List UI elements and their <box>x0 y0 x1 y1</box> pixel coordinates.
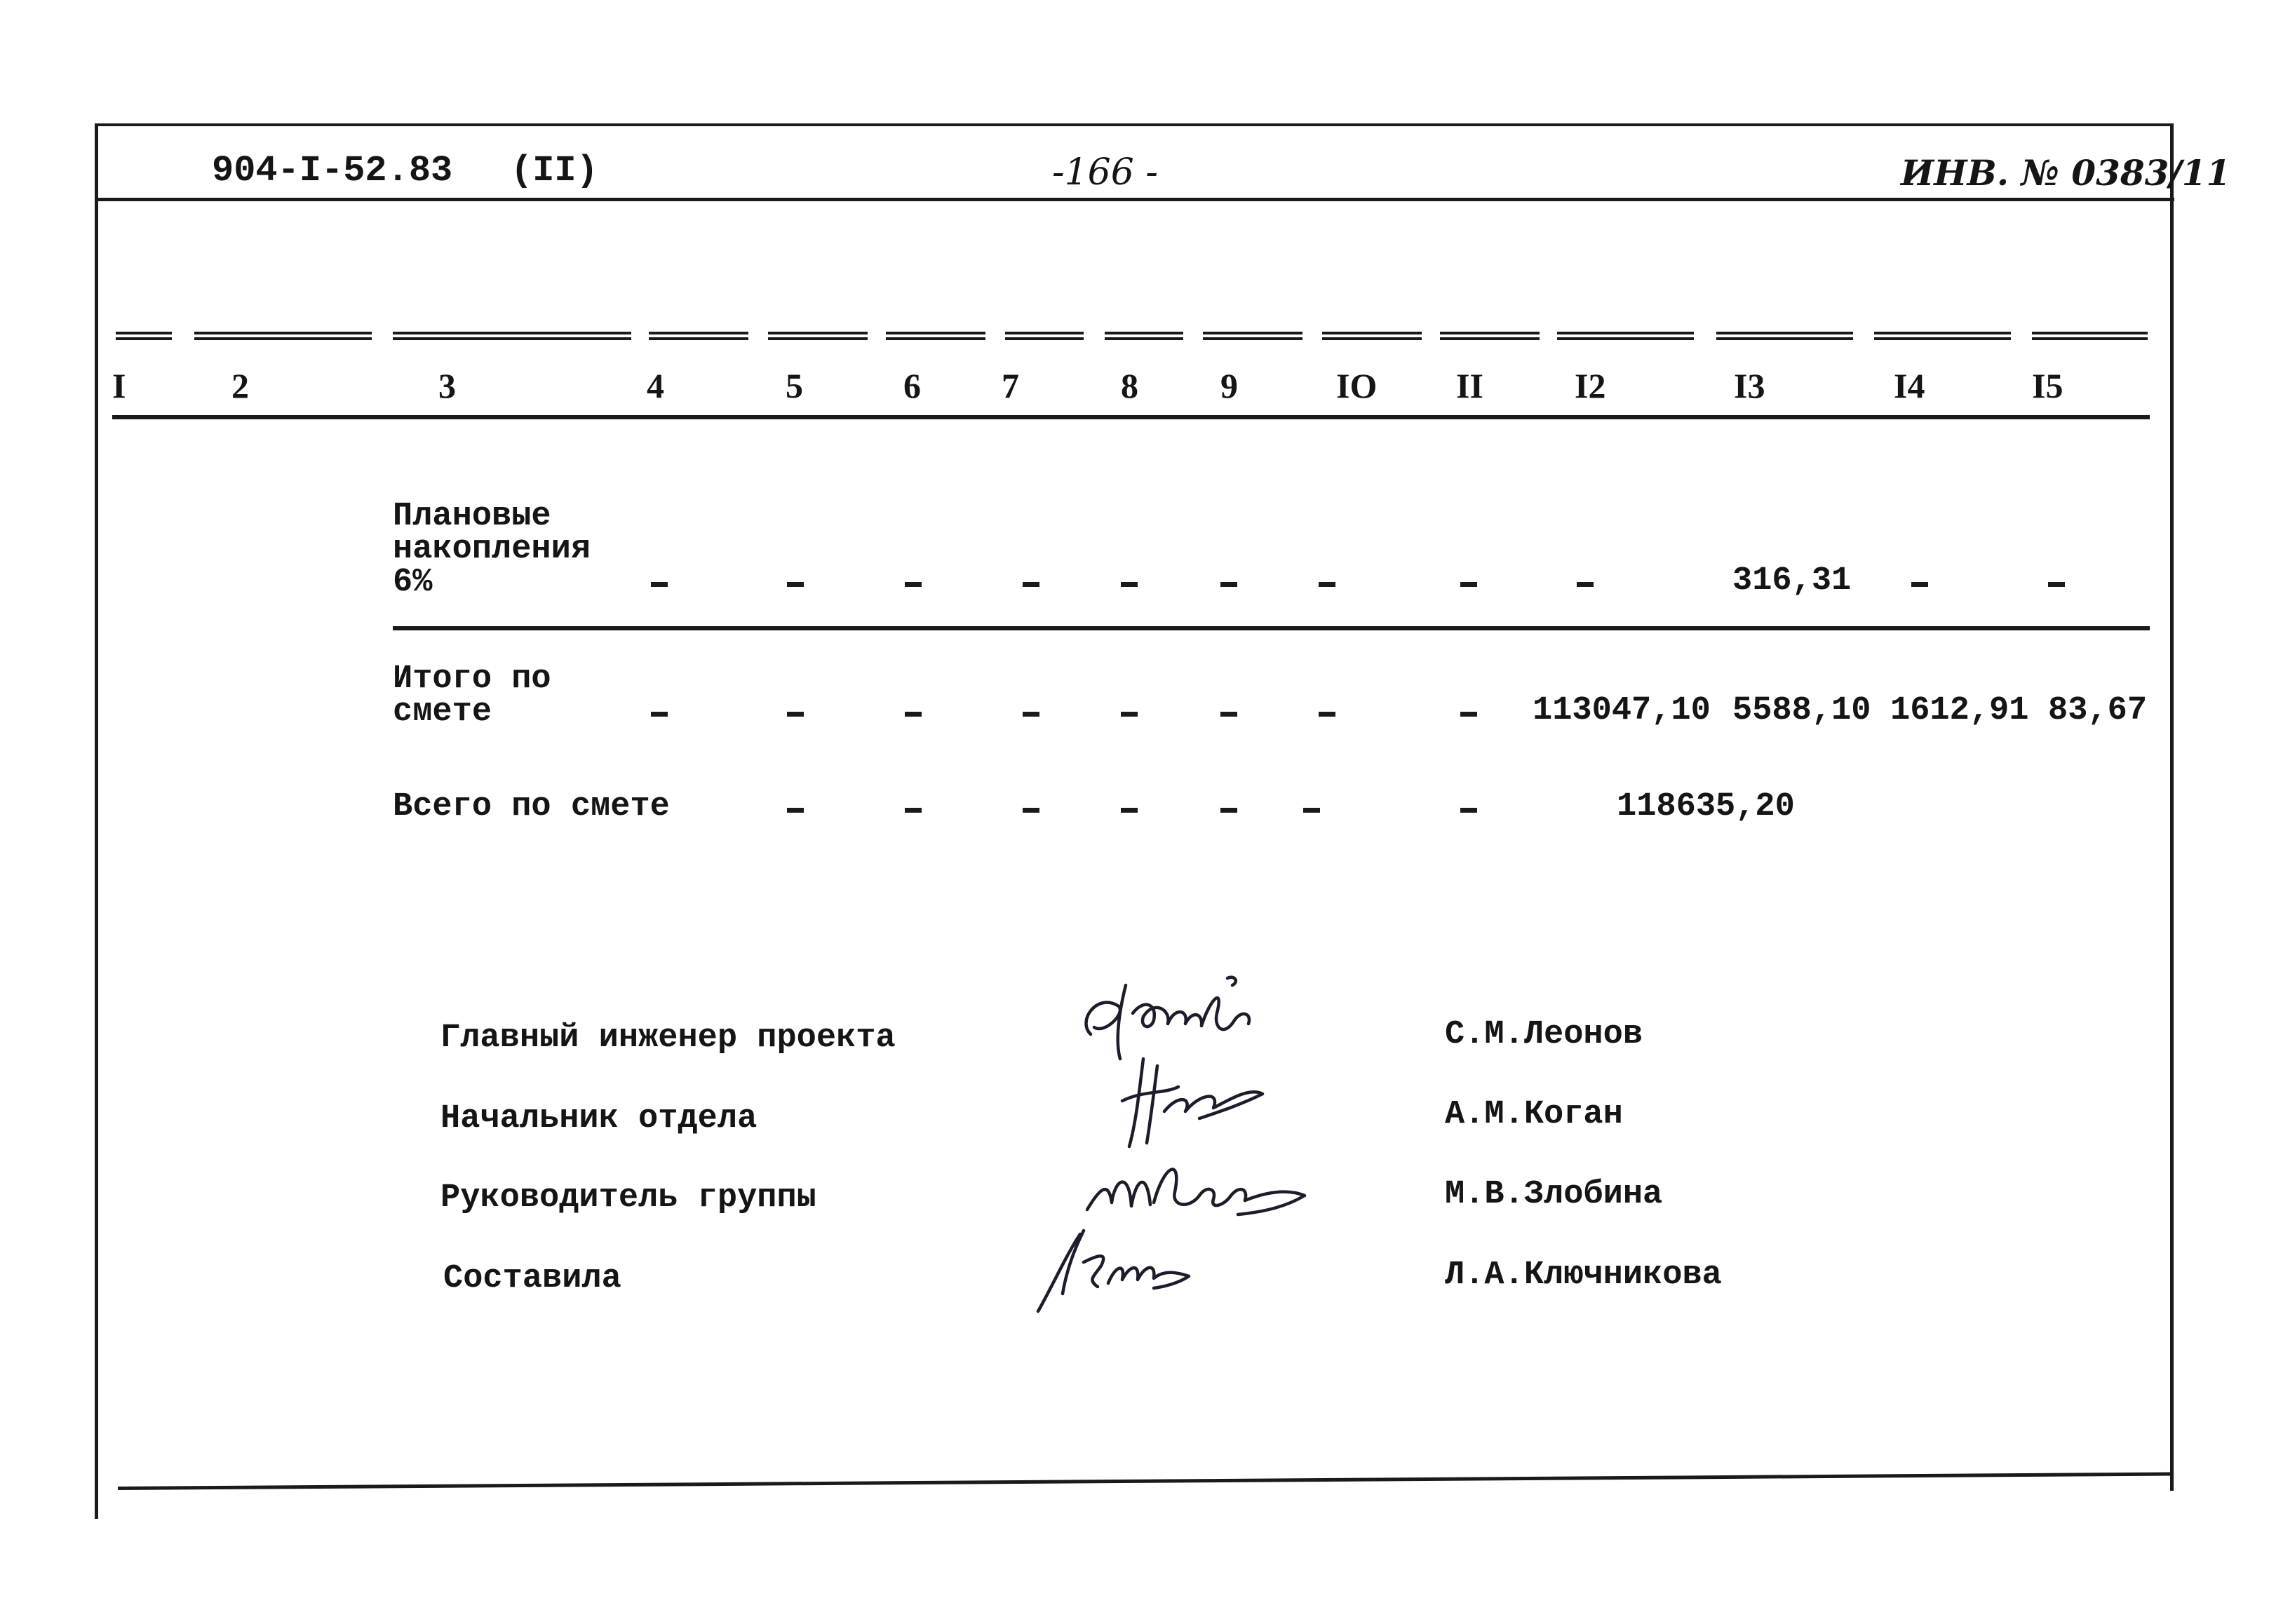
row-label: Всего по смете <box>393 788 670 825</box>
column-number: 3 <box>438 366 456 405</box>
column-rule <box>116 332 172 340</box>
signatory-name: Л.А.Ключникова <box>1445 1257 1722 1294</box>
empty-cell-dash <box>651 582 668 587</box>
empty-cell-dash <box>1220 712 1237 717</box>
column-number: I5 <box>2032 366 2063 405</box>
column-rule <box>1203 332 1302 340</box>
empty-cell-dash <box>787 582 804 587</box>
cell-value: 83,67 <box>2048 692 2148 729</box>
signature-zlobina <box>1077 1150 1315 1227</box>
empty-cell-dash <box>1121 582 1138 587</box>
signature-leonov <box>1077 971 1301 1062</box>
empty-cell-dash <box>651 712 668 717</box>
empty-cell-dash <box>905 712 922 717</box>
empty-cell-dash <box>905 808 922 813</box>
signature-kogan <box>1115 1052 1277 1150</box>
header-separator <box>95 198 2174 201</box>
column-number: I <box>112 366 126 405</box>
column-number: 5 <box>786 366 803 405</box>
column-number: 7 <box>1002 366 1019 405</box>
signatory-name: М.В.Злобина <box>1445 1176 1663 1213</box>
document-code: 904-I-52.83 <box>212 150 453 191</box>
column-rule <box>1005 332 1084 340</box>
column-number: 2 <box>231 366 249 405</box>
column-rule <box>2032 332 2148 340</box>
column-rule <box>194 332 372 340</box>
column-number: 8 <box>1121 366 1138 405</box>
row-label-line: смете <box>393 693 492 731</box>
signatory-name: А.М.Коган <box>1445 1096 1623 1133</box>
page-number: -166 - <box>1052 151 1158 194</box>
column-number: 6 <box>903 366 921 405</box>
empty-cell-dash <box>1220 582 1237 587</box>
frame-left-border <box>95 123 98 1519</box>
signatory-name: С.М.Леонов <box>1445 1016 1643 1053</box>
column-rule <box>1716 332 1853 340</box>
empty-cell-dash <box>1319 712 1335 717</box>
empty-cell-dash <box>1460 582 1477 587</box>
row-separator <box>393 626 2150 630</box>
column-rule <box>1557 332 1694 340</box>
empty-cell-dash <box>1023 808 1039 813</box>
empty-cell-dash <box>2048 582 2065 587</box>
column-rule <box>1440 332 1540 340</box>
frame-top-border <box>95 123 2171 126</box>
column-number: I2 <box>1575 366 1606 405</box>
column-rule <box>886 332 985 340</box>
row-label-line: 6% <box>393 564 433 601</box>
empty-cell-dash <box>1303 808 1320 813</box>
column-number: II <box>1456 366 1483 405</box>
empty-cell-dash <box>905 582 922 587</box>
empty-cell-dash <box>1220 808 1237 813</box>
inventory-number: ИНВ. № 0383/11 <box>1901 152 2231 194</box>
column-number: IO <box>1336 366 1378 405</box>
column-numbers-underline <box>112 415 2150 419</box>
column-rule <box>1322 332 1422 340</box>
empty-cell-dash <box>1460 808 1477 813</box>
cell-value: 113047,10 <box>1533 692 1711 729</box>
column-number: I3 <box>1734 366 1765 405</box>
empty-cell-dash <box>1911 582 1928 587</box>
column-rule <box>393 332 631 340</box>
empty-cell-dash <box>787 712 804 717</box>
row-label-line: накопления <box>393 531 591 568</box>
empty-cell-dash <box>1577 582 1594 587</box>
empty-cell-dash <box>1121 808 1138 813</box>
signature-role: Главный инженер проекта <box>440 1020 896 1057</box>
signature-role: Составила <box>443 1260 621 1297</box>
section-number: (II) <box>511 150 598 191</box>
empty-cell-dash <box>1023 582 1039 587</box>
column-rule <box>768 332 868 340</box>
column-rule <box>649 332 748 340</box>
column-number: I4 <box>1894 366 1925 405</box>
signature-role: Руководитель группы <box>440 1179 816 1217</box>
empty-cell-dash <box>787 808 804 813</box>
cell-value: 5588,10 <box>1732 692 1871 729</box>
column-number: 4 <box>647 366 664 405</box>
signature-role: Начальник отдела <box>440 1100 758 1137</box>
empty-cell-dash <box>1121 712 1138 717</box>
empty-cell-dash <box>1319 582 1335 587</box>
signature-klyuchnikova <box>1031 1224 1213 1315</box>
row-label-line: Плановые <box>393 498 551 535</box>
row-label-line: Итого по <box>393 661 551 698</box>
column-rule <box>1874 332 2011 340</box>
grand-total-value: 118635,20 <box>1617 788 1795 825</box>
column-rule <box>1105 332 1183 340</box>
frame-right-border <box>2170 123 2174 1491</box>
cell-value: 1612,91 <box>1890 692 2029 729</box>
empty-cell-dash <box>1460 712 1477 717</box>
frame-bottom-border <box>118 1473 2173 1490</box>
empty-cell-dash <box>1023 712 1039 717</box>
cell-value: 316,31 <box>1732 562 1852 600</box>
column-number: 9 <box>1220 366 1238 405</box>
